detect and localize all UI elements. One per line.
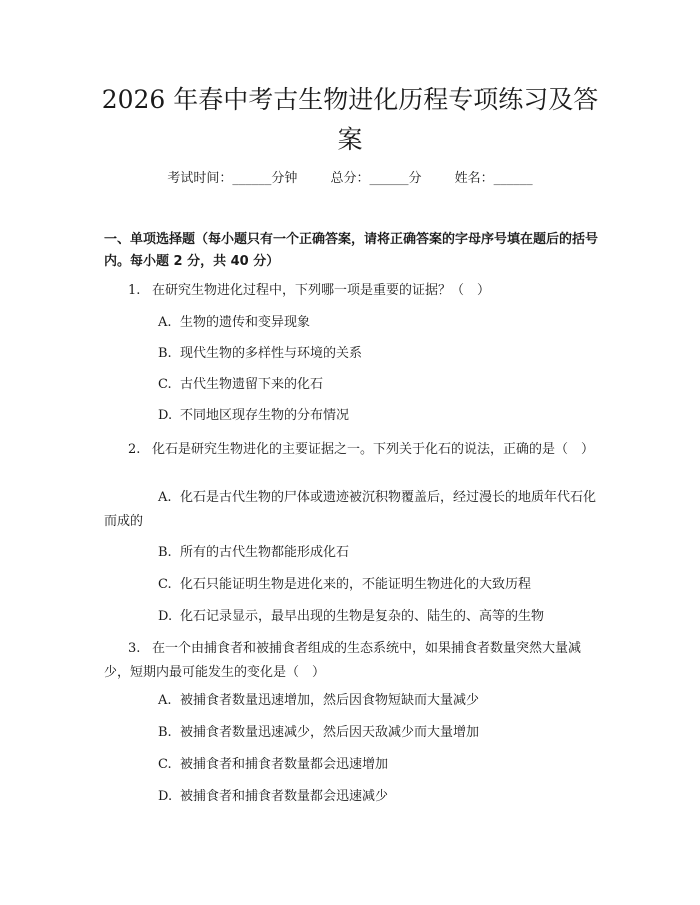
option-text: 不同地区现存生物的分布情况 (180, 408, 350, 423)
option-letter: B. (158, 725, 172, 740)
question-3-option-d (104, 785, 604, 809)
option-letter: C. (158, 757, 172, 772)
question-3-option-b (104, 721, 604, 745)
exam-time-field: 考试时间：______分钟 (167, 171, 298, 186)
document-title: 2026 年春中考古生物进化历程专项练习及答案 (101, 85, 599, 154)
option-letter: B. (158, 346, 172, 361)
option-text: 被捕食者数量迅速增加，然后因食物短缺而大量减少 (180, 693, 480, 708)
option-letter: D. (158, 408, 173, 423)
question-3-option-c (104, 753, 604, 777)
option-letter: A. (158, 315, 172, 330)
question-stem: 在研究生物进化过程中，下列哪一项是重要的证据？（ ） (152, 283, 491, 298)
option-text: 现代生物的多样性与环境的关系 (180, 346, 363, 361)
question-number: 1. (128, 283, 141, 298)
question-2 (104, 438, 604, 462)
option-letter: A. (158, 693, 172, 708)
option-text: 古代生物遗留下来的化石 (180, 377, 324, 392)
question-1-option-a (104, 311, 604, 335)
question-3 (104, 637, 604, 685)
question-2-option-b (104, 541, 604, 565)
question-1-option-d (104, 404, 604, 428)
option-text: 化石记录显示，最早出现的生物是复杂的、陆生的、高等的生物 (180, 609, 545, 624)
option-letter: D. (158, 609, 173, 624)
question-stem: 化石是研究生物进化的主要证据之一。下列关于化石的说法，正确的是（ ） (152, 442, 595, 457)
total-score-field: 总分：______分 (330, 171, 422, 186)
option-letter: C. (158, 577, 172, 592)
question-3-option-a (104, 689, 604, 713)
option-text: 被捕食者和捕食者数量都会迅速增加 (180, 757, 389, 772)
option-letter: C. (158, 377, 172, 392)
option-text: 所有的古代生物都能形成化石 (180, 545, 350, 560)
question-2-option-a (104, 486, 604, 534)
question-2-option-d (104, 605, 604, 629)
question-number: 3. (128, 641, 141, 656)
option-letter: A. (158, 490, 172, 505)
question-2-option-c (104, 573, 604, 597)
option-text: 化石只能证明生物是进化来的，不能证明生物进化的大致历程 (180, 577, 532, 592)
question-stem: 在一个由捕食者和被捕食者组成的生态系统中，如果捕食者数量突然大量减少，短期内最可能发生的变化是（ ） (104, 641, 582, 680)
option-text: 被捕食者和捕食者数量都会迅速减少 (180, 789, 389, 804)
question-number: 2. (128, 442, 141, 457)
option-text: 化石是古代生物的尸体或遗迹被沉积物覆盖后，经过漫长的地质年代石化而成的 (104, 490, 597, 529)
student-name-field: 姓名：______ (454, 171, 533, 186)
section-heading: 一、单项选择题（每小题只有一个正确答案，请将正确答案的字母序号填在题后的括号内。每小题 2 分，共 40 分） (104, 232, 599, 269)
exam-info-line (0, 169, 700, 189)
question-1 (104, 279, 604, 303)
question-1-option-c (104, 373, 604, 397)
option-letter: D. (158, 789, 173, 804)
option-text: 生物的遗传和变异现象 (180, 315, 311, 330)
option-text: 被捕食者数量迅速减少，然后因天敌减少而大量增加 (180, 725, 480, 740)
option-letter: B. (158, 545, 172, 560)
question-1-option-b (104, 342, 604, 366)
